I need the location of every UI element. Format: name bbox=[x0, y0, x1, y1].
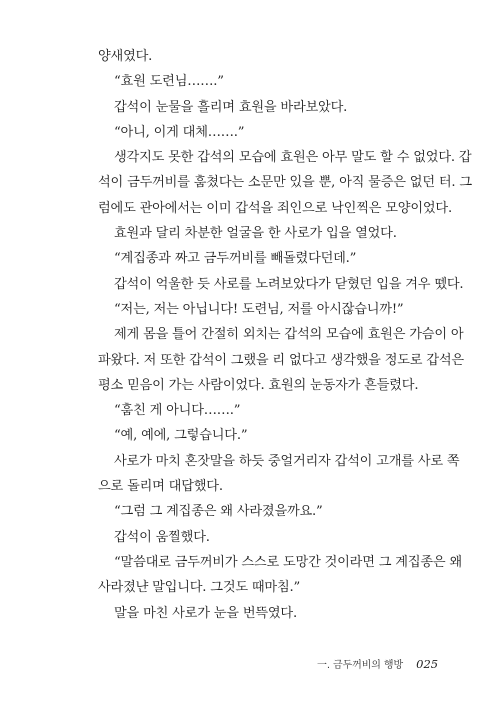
text-line: “훔친 게 아니다…….” bbox=[114, 403, 241, 419]
text-line: “계집종과 짜고 금두꺼비를 빼돌렸다던데.” bbox=[114, 251, 357, 267]
text-line: 럼에도 관아에서는 이미 갑석을 죄인으로 낙인찍은 모양이었다. bbox=[98, 200, 452, 216]
text-line: 갑석이 눈물을 흘리며 효원을 바라보았다. bbox=[114, 99, 348, 115]
running-title: 一. 금두꺼비의 행방 bbox=[317, 660, 404, 671]
text-line: “예, 예에, 그렇습니다.” bbox=[114, 428, 248, 444]
text-line: “아니, 이게 대체…….” bbox=[114, 124, 245, 140]
text-line: 양새였다. bbox=[98, 49, 153, 64]
text-line: “저는, 저는 아닙니다! 도련님, 저를 아시잖습니까!” bbox=[114, 301, 404, 317]
text-line: 생각지도 못한 갑석의 모습에 효원은 아무 말도 할 수 없었다. 갑 bbox=[114, 150, 472, 166]
text-line: 제게 몸을 틀어 간절히 외치는 갑석의 모습에 효원은 가슴이 아 bbox=[114, 327, 464, 343]
text-line: “그럼 그 계집종은 왜 사라졌을까요.” bbox=[114, 504, 323, 520]
text-line: 갑석이 억울한 듯 사로를 노려보았다가 닫혔던 입을 겨우 뗐다. bbox=[114, 276, 464, 292]
book-page-body bbox=[98, 44, 472, 626]
text-line: 평소 믿음이 가는 사람이었다. 효원의 눈동자가 흔들렸다. bbox=[98, 377, 419, 393]
text-line: 석이 금두꺼비를 훔쳤다는 소문만 있을 뿐, 아직 물증은 없던 터. 그 bbox=[98, 175, 472, 191]
text-line: 파왔다. 저 또한 갑석이 그랬을 리 없다고 생각했을 정도로 갑석은 bbox=[98, 352, 464, 368]
text-line: 사로가 마치 혼잣말을 하듯 중얼거리자 갑석이 고개를 사로 쪽 bbox=[114, 453, 460, 469]
text-line: 갑석이 움찔했다. bbox=[114, 529, 210, 545]
page-footer bbox=[317, 653, 438, 673]
text-line: 말을 마친 사로가 눈을 번뜩였다. bbox=[114, 605, 297, 621]
text-line: 효원과 달리 차분한 얼굴을 한 사로가 입을 열었다. bbox=[114, 226, 397, 242]
text-line: “말씀대로 금두꺼비가 스스로 도망간 것이라면 그 계집종은 왜 bbox=[114, 554, 462, 570]
text-line: “효원 도련님…….” bbox=[114, 74, 224, 90]
text-line: 으로 돌리며 대답했다. bbox=[98, 479, 223, 495]
text-line: 사라졌냔 말입니다. 그것도 때마침.” bbox=[98, 580, 301, 596]
page-number: 025 bbox=[416, 657, 439, 671]
